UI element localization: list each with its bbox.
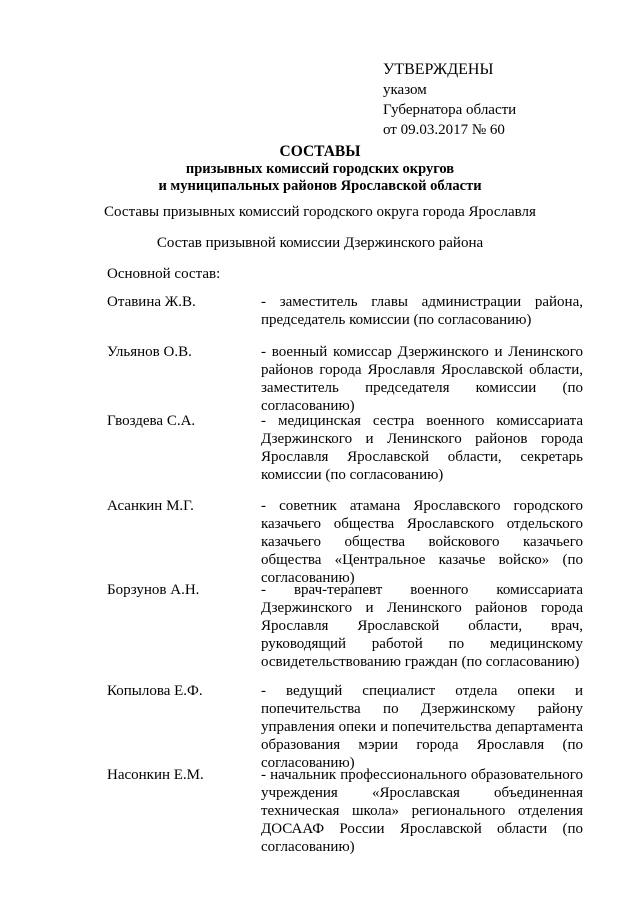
member-name: Асанкин М.Г. (107, 498, 194, 514)
member-name: Гвоздева С.А. (107, 413, 196, 429)
section-heading-district: Состав призывной комиссии Дзержинского района (156, 235, 484, 251)
member-role: - врач-терапевт военного комиссариата Дзержинского и Ленинского районов города Ярославля Ярославской области, врач, руководящий работой по медицинскому освидетельствованию граждан (по согласованию) (261, 582, 583, 670)
member-name: Копылова Е.Ф. (107, 683, 203, 699)
member-role: - заместитель главы администрации района, председатель комиссии (по согласованию) (261, 294, 583, 328)
approval-line-date: от 09.03.2017 № 60 (383, 122, 505, 138)
section-heading-city: Составы призывных комиссий городского округа города Ярославля (104, 204, 536, 220)
document-subtitle-line1: призывных комиссий городских округов (185, 161, 455, 177)
member-role: - медицинская сестра военного комиссариата Дзержинского и Ленинского районов города Ярославля Ярославской области, секретарь комиссии (по согласованию) (261, 413, 583, 483)
document-title-block (0, 143, 640, 195)
member-name: Ульянов О.В. (107, 344, 192, 360)
member-name: Борзунов А.Н. (107, 582, 200, 598)
member-role: - начальник профессионального образовательного учреждения «Ярославская объединенная техническая школа» регионального отделения ДОСААФ России Ярославской области (по согласованию) (261, 767, 583, 855)
document-subtitle-line2: и муниципальных районов Ярославской области (158, 178, 482, 194)
approval-line-decree: указом (383, 82, 427, 98)
member-name: Насонкин Е.М. (107, 767, 204, 783)
members-list (107, 293, 583, 855)
member-name: Отавина Ж.В. (107, 294, 196, 310)
approval-heading: УТВЕРЖДЕНЫ (383, 61, 494, 78)
member-role: - военный комиссар Дзержинского и Ленинского районов города Ярославля Ярославской области, заместитель председателя комиссии (по согласованию) (261, 344, 583, 414)
member-row (107, 412, 583, 497)
member-role: - советник атамана Ярославского городского казачьего общества Ярославского отдельского казачьего общества войскового казачьего общества «Центральное казачье войско» (по согласованию) (261, 498, 583, 586)
approval-line-governor: Губернатора области (383, 102, 517, 118)
member-row (107, 581, 583, 682)
member-role: - ведущий специалист отдела опеки и попечительства по Дзержинскому району управления опеки и попечительства департамента образования мэрии города Ярославля (по согласованию) (261, 683, 583, 771)
document-title: СОСТАВЫ (279, 143, 361, 160)
member-row (107, 766, 583, 855)
member-row (107, 682, 583, 771)
member-row (107, 293, 583, 343)
main-composition-label: Основной состав: (107, 266, 221, 282)
member-row (107, 497, 583, 586)
member-row (107, 343, 583, 412)
approval-block (383, 60, 516, 140)
